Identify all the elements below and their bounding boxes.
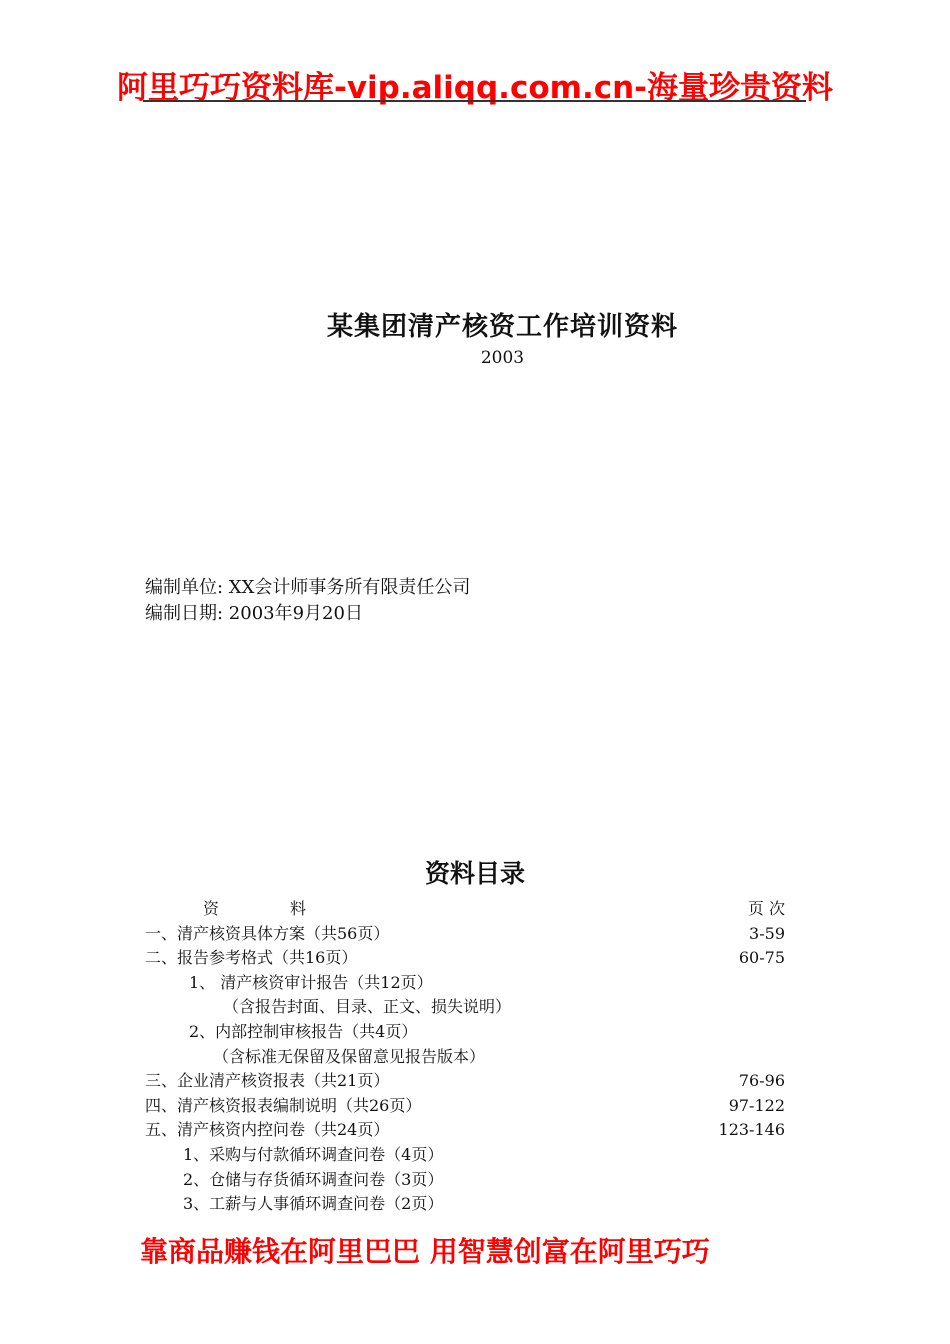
toc-row-label: 1、 清产核资审计报告（共12页）	[189, 972, 433, 992]
toc-row-label: 2、仓储与存货循环调查问卷（3页）	[183, 1169, 444, 1189]
toc-row-label: 三、企业清产核资报表（共21页）	[145, 1071, 390, 1091]
toc-row-label: 3、工薪与人事循环调查问卷（2页）	[183, 1194, 444, 1214]
toc-row	[145, 1168, 785, 1193]
toc-row	[145, 922, 785, 947]
compiling-unit: 编制单位: XX会计师事务所有限责任公司	[145, 577, 471, 598]
toc-row-label: 五、清产核资内控问卷（共24页）	[145, 1120, 390, 1140]
toc-row-label: 二、报告参考格式（共16页）	[145, 948, 358, 968]
table-of-contents	[145, 897, 785, 1217]
toc-row	[145, 1069, 785, 1094]
toc-header-page: 页 次	[747, 899, 785, 918]
toc-row	[145, 1118, 785, 1143]
compiling-date: 编制日期: 2003年9月20日	[145, 603, 363, 624]
document-title: 某集团清产核资工作培训资料	[326, 312, 678, 342]
toc-row-label: 2、内部控制审核报告（共4页）	[189, 1021, 418, 1041]
document-year: 2003	[480, 348, 525, 368]
toc-row-page: 60-75	[738, 948, 785, 968]
toc-row-page: 76-96	[738, 1071, 785, 1091]
toc-header-mid: 料	[290, 899, 307, 918]
toc-row-label: 一、清产核资具体方案（共56页）	[145, 923, 390, 943]
toc-row	[145, 946, 785, 971]
toc-row	[145, 1094, 785, 1119]
toc-row	[145, 971, 785, 996]
toc-row-label: （含报告封面、目录、正文、损失说明）	[223, 997, 512, 1017]
toc-row-page: 123-146	[718, 1120, 785, 1140]
toc-header-left: 资	[203, 899, 220, 918]
toc-row	[145, 995, 785, 1020]
toc-title: 资料目录	[424, 859, 525, 888]
header-divider	[143, 100, 806, 102]
header-banner: 阿里巧巧资料库-vip.aliqq.com.cn-海量珍贵资料	[116, 70, 834, 106]
toc-row-page: 3-59	[749, 923, 785, 943]
footer-banner: 靠商品赚钱在阿里巴巴 用智慧创富在阿里巧巧	[140, 1235, 710, 1268]
toc-row-label: 四、清产核资报表编制说明（共26页）	[145, 1095, 422, 1115]
toc-row-label: （含标准无保留及保留意见报告版本）	[213, 1046, 486, 1066]
toc-row	[145, 1045, 785, 1070]
toc-row	[145, 1020, 785, 1045]
toc-row	[145, 1192, 785, 1217]
toc-row-page: 97-122	[728, 1095, 785, 1115]
toc-header-row	[145, 897, 785, 922]
toc-row-label: 1、采购与付款循环调查问卷（4页）	[183, 1144, 444, 1164]
toc-row	[145, 1143, 785, 1168]
